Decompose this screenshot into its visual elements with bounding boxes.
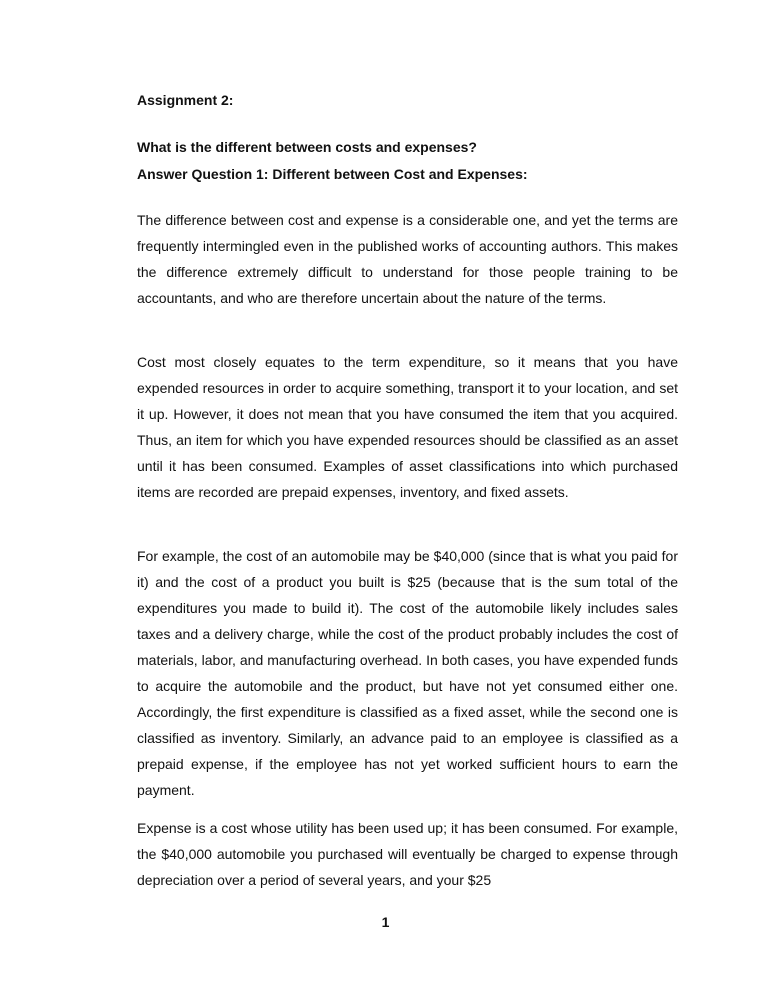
question-heading: What is the different between costs and expenses? (137, 139, 477, 155)
paragraph-expense-definition: Expense is a cost whose utility has been used up; it has been consumed. For example, the $40,000 automobile you purchased will eventually be charged to expense through depreciation over a period of several years, and your $25 (137, 820, 678, 888)
answer-heading: Answer Question 1: Different between Cost and Expenses: (137, 166, 528, 182)
assignment-title: Assignment 2: (137, 92, 234, 108)
paragraph-difference-intro: The difference between cost and expense is a considerable one, and yet the terms are frequently intermingled even in the published works of accounting authors. This makes the difference extremely difficult to understand for those people training to be accountants, and who are therefore uncertain about the nature of the terms. (137, 212, 678, 306)
page-number: 1 (381, 914, 390, 930)
paragraph-cost-example: For example, the cost of an automobile may be $40,000 (since that is what you paid for it) and the cost of a product you built is $25 (because that is the sum total of the expenditures you made to build it). The cost of the automobile likely includes sales taxes and a delivery charge, while the cost of the product probably includes the cost of materials, labor, and manufacturing overhead. In both cases, you have expended funds to acquire the automobile and the product, but have not yet consumed either one. Accordingly, the first expenditure is classified as a fixed asset, while the second one is classified as inventory. Similarly, an advance paid to an employee is classified as a prepaid expense, if the employee has not yet worked sufficient hours to earn the payment. (137, 548, 678, 798)
document-page (137, 0, 678, 994)
paragraph-cost-definition: Cost most closely equates to the term expenditure, so it means that you have expended resources in order to acquire something, transport it to your location, and set it up. However, it does not mean that you have consumed the item that you acquired. Thus, an item for which you have expended resources should be classified as an asset until it has been consumed. Examples of asset classifications into which purchased items are recorded are prepaid expenses, inventory, and fixed assets. (137, 354, 678, 500)
